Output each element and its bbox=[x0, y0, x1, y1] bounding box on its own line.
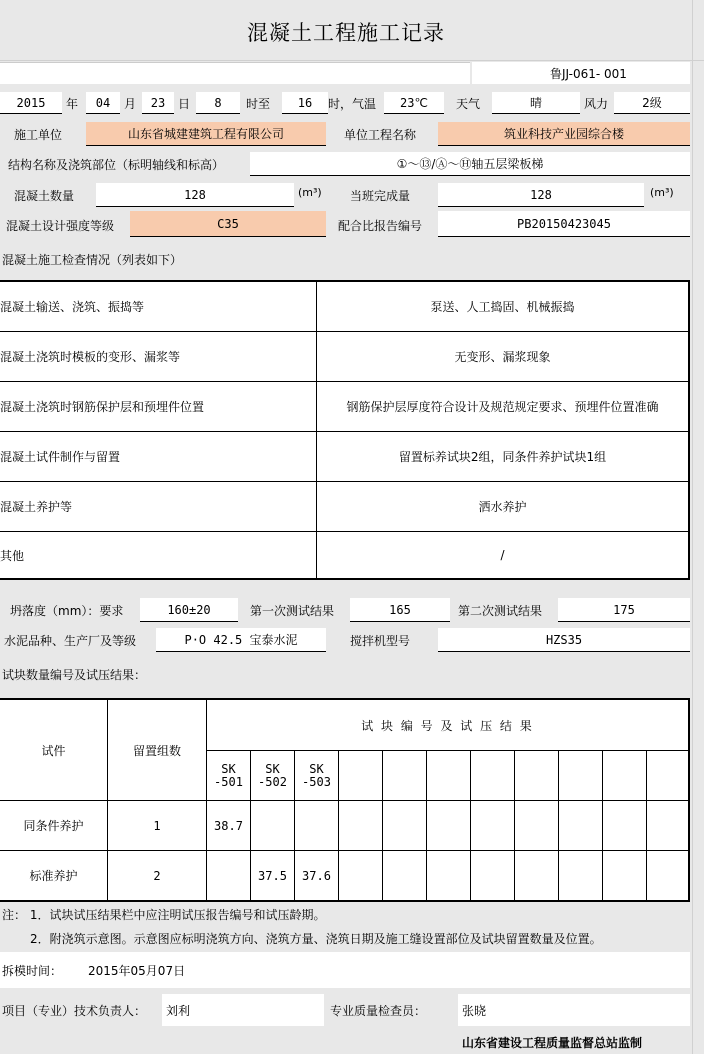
month-label: 月 bbox=[124, 96, 137, 111]
test2-field[interactable]: 175 bbox=[558, 598, 690, 622]
inspection-item: 混凝土浇筑时钢筋保护层和预埋件位置 bbox=[0, 400, 205, 414]
inspection-item: 混凝土浇筑时模板的变形、漏浆等 bbox=[0, 350, 181, 364]
day-label: 日 bbox=[178, 96, 191, 111]
construction-unit-label: 施工单位 bbox=[14, 127, 63, 142]
day-field[interactable]: 23 bbox=[142, 92, 174, 114]
inspection-result[interactable]: 留置标养试块2组，同条件养护试块1组 bbox=[398, 450, 607, 464]
inspector-label: 专业质量检查员： bbox=[330, 1003, 427, 1018]
tech-lead-label: 项目（专业）技术负责人： bbox=[2, 1003, 147, 1018]
specimen-row-groups[interactable]: 2 bbox=[153, 868, 161, 883]
year-field[interactable]: 2015 bbox=[0, 92, 62, 114]
month-field[interactable]: 04 bbox=[86, 92, 120, 114]
specimen-result[interactable]: 37.5 bbox=[258, 868, 287, 883]
project-name-field[interactable]: 筑业科技产业园综合楼 bbox=[438, 122, 690, 146]
note-1: 注： 1．试块试压结果栏中应注明试压报告编号和试压龄期。 bbox=[2, 907, 326, 922]
demold-label: 拆模时间： bbox=[2, 963, 63, 978]
inspection-item: 混凝土养护等 bbox=[0, 500, 73, 514]
weather-field[interactable]: 晴 bbox=[492, 92, 580, 114]
inspection-result[interactable]: 钢筋保护层厚度符合设计及规范规定要求、预埋件位置准确 bbox=[346, 400, 659, 414]
specimen-table bbox=[0, 698, 690, 902]
inspection-header: 混凝土施工检查情况（列表如下） bbox=[2, 252, 183, 267]
year-label: 年 bbox=[66, 96, 79, 111]
specimen-row-groups[interactable]: 1 bbox=[153, 818, 161, 833]
page-title: 混凝土工程施工记录 bbox=[247, 21, 445, 45]
strength-label: 混凝土设计强度等级 bbox=[6, 218, 115, 233]
specimen-result[interactable]: 38.7 bbox=[214, 818, 243, 833]
mixer-field[interactable]: HZS35 bbox=[438, 628, 690, 652]
shift-done-field[interactable]: 128 bbox=[438, 183, 644, 207]
footer-issuer: 山东省建设工程质量监督总站监制 bbox=[462, 1035, 643, 1050]
inspection-item: 其他 bbox=[0, 548, 25, 563]
project-name-label: 单位工程名称 bbox=[344, 127, 417, 142]
shift-done-unit: (m³) bbox=[650, 185, 674, 199]
col-results-header: 试 块 编 号 及 试 压 结 果 bbox=[361, 718, 534, 733]
specimen-code: SK -503 bbox=[302, 761, 331, 789]
inspection-result[interactable]: 洒水养护 bbox=[478, 500, 527, 514]
strength-field[interactable]: C35 bbox=[130, 211, 326, 237]
specimen-header: 试块数量编号及试压结果： bbox=[2, 667, 147, 682]
quantity-label: 混凝土数量 bbox=[14, 188, 75, 203]
inspector-field[interactable]: 张晓 bbox=[458, 994, 690, 1026]
weather-label: 天气 bbox=[456, 96, 481, 111]
test2-label: 第二次测试结果 bbox=[458, 603, 543, 618]
time-to-field[interactable]: 16 bbox=[282, 92, 328, 114]
slump-label: 坍落度（mm）：要求 bbox=[10, 603, 124, 618]
demold-field[interactable]: 2015年05月07日 bbox=[88, 963, 186, 978]
inspection-result[interactable]: / bbox=[500, 548, 505, 562]
time-from-field[interactable]: 8 bbox=[196, 92, 240, 114]
tech-lead-field[interactable]: 刘利 bbox=[162, 994, 324, 1026]
quantity-field[interactable]: 128 bbox=[96, 183, 294, 207]
temperature-field[interactable]: 23℃ bbox=[384, 92, 444, 114]
specimen-row-name: 标准养护 bbox=[29, 869, 78, 883]
specimen-code: SK -502 bbox=[258, 761, 287, 789]
construction-unit-field[interactable]: 山东省城建建筑工程有限公司 bbox=[86, 122, 326, 146]
inspection-result[interactable]: 无变形、漏浆现象 bbox=[454, 350, 551, 364]
mix-report-field[interactable]: PB20150423045 bbox=[438, 211, 690, 237]
quantity-unit: (m³) bbox=[298, 185, 322, 199]
mix-report-label: 配合比报告编号 bbox=[338, 218, 423, 233]
col-groups-header: 留置组数 bbox=[132, 743, 181, 758]
temperature-label: 时，气温 bbox=[328, 96, 377, 111]
specimen-result[interactable] bbox=[207, 851, 250, 900]
col-specimen-header: 试件 bbox=[41, 743, 66, 758]
mixer-label: 搅拌机型号 bbox=[350, 633, 411, 648]
wind-field[interactable]: 2级 bbox=[614, 92, 690, 114]
time-to-label: 时至 bbox=[246, 96, 271, 111]
shift-done-label: 当班完成量 bbox=[350, 188, 411, 203]
code-row-blank bbox=[0, 62, 470, 84]
specimen-result[interactable]: 37.6 bbox=[302, 868, 331, 883]
specimen-result[interactable] bbox=[295, 801, 338, 850]
inspection-item: 混凝土输送、浇筑、振捣等 bbox=[0, 300, 145, 314]
inspection-result[interactable]: 泵送、人工捣固、机械振捣 bbox=[430, 300, 575, 314]
inspection-table bbox=[0, 280, 690, 580]
cement-label: 水泥品种、生产厂及等级 bbox=[4, 633, 137, 648]
structure-field[interactable]: ①～⑬/Ⓐ～Ⓗ轴五层梁板梯 bbox=[250, 152, 690, 176]
wind-label: 风力 bbox=[584, 96, 609, 111]
specimen-code: SK -501 bbox=[214, 761, 243, 789]
specimen-result[interactable] bbox=[251, 801, 294, 850]
specimen-row-name: 同条件养护 bbox=[23, 819, 84, 833]
inspection-item: 混凝土试件制作与留置 bbox=[0, 450, 121, 464]
slump-required-field[interactable]: 160±20 bbox=[140, 598, 238, 622]
cement-field[interactable]: P·O 42.5 宝泰水泥 bbox=[156, 628, 326, 652]
structure-label: 结构名称及浇筑部位（标明轴线和标高） bbox=[8, 157, 225, 172]
note-2: 2．附浇筑示意图。示意图应标明浇筑方向、浇筑方量、浇筑日期及施工缝设置部位及试块留置数量及位置。 bbox=[30, 931, 602, 946]
test1-field[interactable]: 165 bbox=[350, 598, 450, 622]
document-code[interactable]: 鲁JJ-061- 001 bbox=[472, 62, 690, 84]
test1-label: 第一次测试结果 bbox=[250, 603, 335, 618]
